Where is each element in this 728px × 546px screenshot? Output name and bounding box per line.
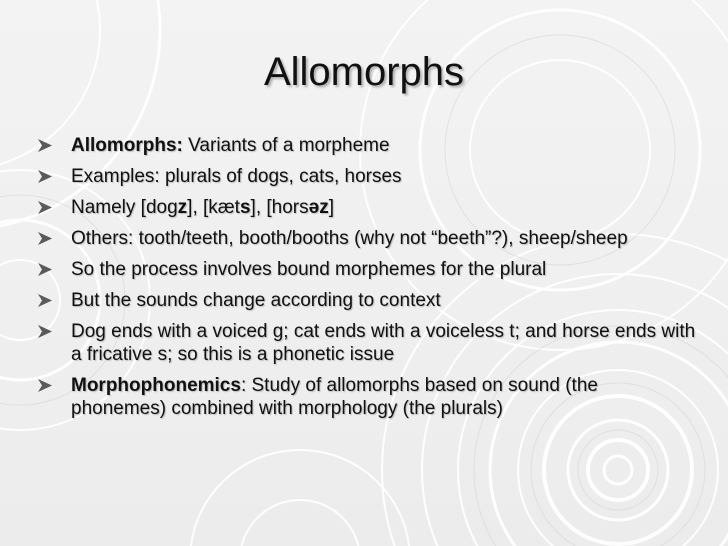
bullet-item	[38, 258, 698, 281]
suffix-ez: əz	[308, 197, 329, 218]
bullet-item	[38, 196, 698, 219]
bullet-text: Dog ends with a voiced g; cat ends with a voiceless t; and horse ends with a fricative s; so this is a phonetic issue	[71, 321, 696, 365]
arrow-bullet-icon	[38, 325, 52, 338]
bullet-text: ], [hors	[250, 197, 309, 218]
bullet-text: Variants of a morpheme	[182, 135, 390, 156]
suffix-z: z	[177, 197, 188, 218]
arrow-bullet-icon	[38, 263, 52, 276]
bullet-item	[38, 374, 698, 420]
arrow-bullet-icon	[38, 170, 52, 183]
bullet-text: Others: tooth/teeth, booth/booths (why not “beeth”?), sheep/sheep	[71, 228, 628, 249]
bullet-text: ], [kæt	[187, 197, 240, 218]
bullet-item	[38, 289, 698, 312]
bullet-list	[38, 134, 698, 428]
bullet-text: But the sounds change according to context	[71, 290, 441, 311]
bullet-text: Examples: plurals of dogs, cats, horses	[71, 166, 402, 187]
bullet-item	[38, 134, 698, 157]
arrow-bullet-icon	[38, 379, 52, 392]
bullet-text: ]	[328, 197, 334, 218]
bullet-item	[38, 165, 698, 188]
suffix-s: s	[239, 197, 251, 218]
bullet-bold-term: Morphophonemics	[71, 375, 241, 396]
bullet-bold-term: Allomorphs:	[71, 135, 183, 156]
arrow-bullet-icon	[38, 139, 52, 152]
arrow-bullet-icon	[38, 232, 52, 245]
bullet-text: : Study of allomorphs based on sound (the phonemes) combined with morphology (the plurals)	[71, 375, 598, 419]
arrow-bullet-icon	[38, 294, 52, 307]
bullet-text: So the process involves bound morphemes for the plural	[71, 259, 547, 280]
arrow-bullet-icon	[38, 201, 52, 214]
slide-title: Allomorphs	[263, 50, 465, 94]
bullet-text: Namely [dog	[71, 197, 178, 218]
bullet-item	[38, 227, 698, 250]
bullet-item	[38, 320, 698, 366]
